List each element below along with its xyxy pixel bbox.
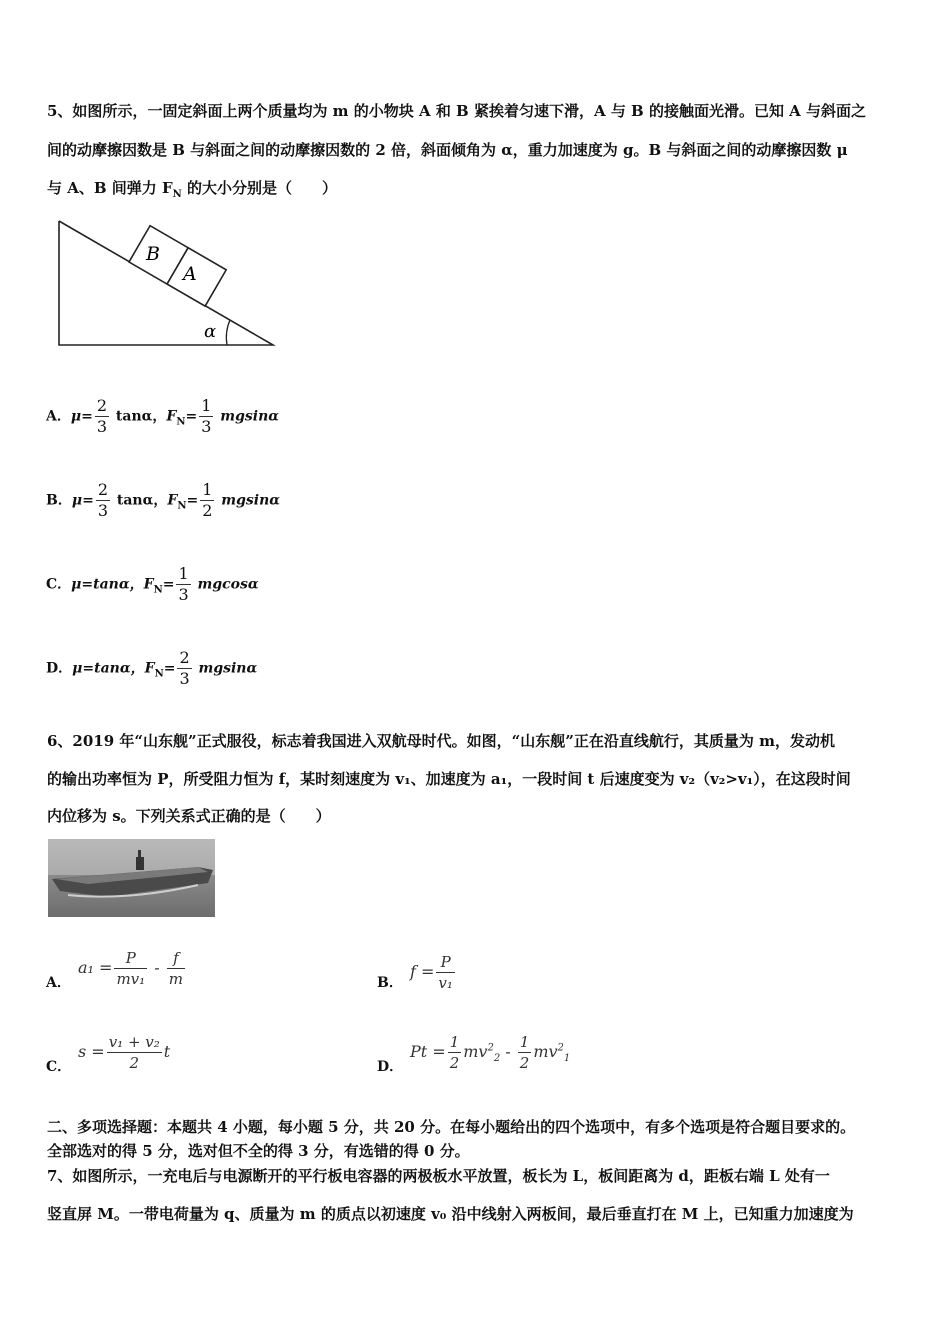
q5-stem-line-1: 5、如图所示，一固定斜面上两个质量均为 m 的小物块 A 和 B 紧挨着匀速下滑，A 与 B 的接触面光滑。已知 A 与斜面之 [47,102,867,120]
frac: $\frac{2}{3}$ [179,648,190,688]
frac: $\frac{1}{3}$ [201,396,212,436]
q6-option-c-formula[interactable]: s = $\frac{\text{v₁ + v₂}}{2}$ t [78,1033,171,1072]
q6-option-a-label[interactable]: A． [46,975,71,991]
frac: $\frac{P}{\text{mv₁}}$ [116,949,146,988]
q6-stem-line-1: 6、2019 年“山东舰”正式服役，标志着我国进入双航母时代。如图，“山东舰”正在沿直线航行，其质量为 m，发动机 [47,732,836,750]
frac: $\frac{P}{\text{v₁}}$ [438,953,453,992]
section2-heading-line-1: 二、多项选择题：本题共 4 小题，每小题 5 分，共 20 分。在每小题给出的四个选项中，有多个选项是符合题目要求的。 [47,1118,856,1136]
q6-option-c-label[interactable]: C． [46,1059,72,1075]
q5-stem-line-2: 间的动摩擦因数是 B 与斜面之间的动摩擦因数的 2 倍，斜面倾角为 α，重力加速度为 g。B 与斜面之间的动摩擦因数 μ [47,141,848,159]
frac: $\frac{1}{2}$ [449,1033,460,1072]
frac: $\frac{\text{v₁ + v₂}}{2}$ [108,1033,160,1072]
q5-option-a[interactable]: A．μ= $\frac{2}{3}$ tanα，$F_N=$ $\frac{1}{3}$ mgsinα [46,396,280,436]
block-a-label: A [183,263,197,285]
incline-figure [50,212,280,352]
q5-stem-line-3: 与 A、B 间弹力 $F_N$ 的大小分别是（ ） [47,179,338,200]
frac: $\frac{1}{3}$ [178,564,189,604]
q6-option-d-label[interactable]: D． [377,1059,404,1075]
aircraft-carrier-photo [48,839,215,917]
q6-stem-line-2: 的输出功率恒为 P，所受阻力恒为 f，某时刻速度为 v₁、加速度为 a₁，一段时间 t 后速度变为 v₂（v₂>v₁），在这段时间 [47,770,851,788]
q6-option-a-formula[interactable]: a₁ = $\frac{P}{\text{mv₁}}$ - $\frac{f}{m}$ [78,949,183,988]
frac: $\frac{2}{3}$ [97,480,109,520]
frac: $\frac{f}{m}$ [168,949,183,988]
q7-stem-line-2: 竖直屏 M。一带电荷量为 q、质量为 m 的质点以初速度 v₀ 沿中线射入两板间，最后垂直打在 M 上，已知重力加速度为 [47,1205,854,1223]
q6-option-d-formula[interactable]: Pt = $\frac{1}{2}$ $mv^2_2$ - $\frac{1}{2}$ $mv^2_1$ [410,1033,571,1072]
section2-heading-line-2: 全部选对的得 5 分，选对但不全的得 3 分，有选错的得 0 分。 [47,1142,470,1160]
frac: $\frac{2}{3}$ [96,396,108,436]
q5-option-d[interactable]: D．μ=tanα，$F_N=$ $\frac{2}{3}$ mgsinα [46,648,258,688]
q6-option-b-label[interactable]: B． [377,975,403,991]
q7-stem-line-1: 7、如图所示，一充电后与电源断开的平行板电容器的两极板水平放置，板长为 L，板间距离为 d，距板右端 L 处有一 [47,1167,830,1185]
block-b-label: B [146,243,160,265]
angle-arc [226,320,230,345]
q5-option-c[interactable]: C．μ=tanα，$F_N=$ $\frac{1}{3}$ mgcosα [46,564,259,604]
angle-label: α [204,321,217,342]
q6-stem-line-3: 内位移为 s。下列关系式正确的是（ ） [47,807,331,825]
frac: $\frac{1}{2}$ [202,480,213,520]
q6-option-b-formula[interactable]: f = $\frac{P}{\text{v₁}}$ [410,953,453,992]
q5-option-b[interactable]: B．μ= $\frac{2}{3}$ tanα，$F_N=$ $\frac{1}{2}$ mgsinα [46,480,281,520]
frac: $\frac{1}{2}$ [519,1033,530,1072]
carrier-island [136,857,144,870]
